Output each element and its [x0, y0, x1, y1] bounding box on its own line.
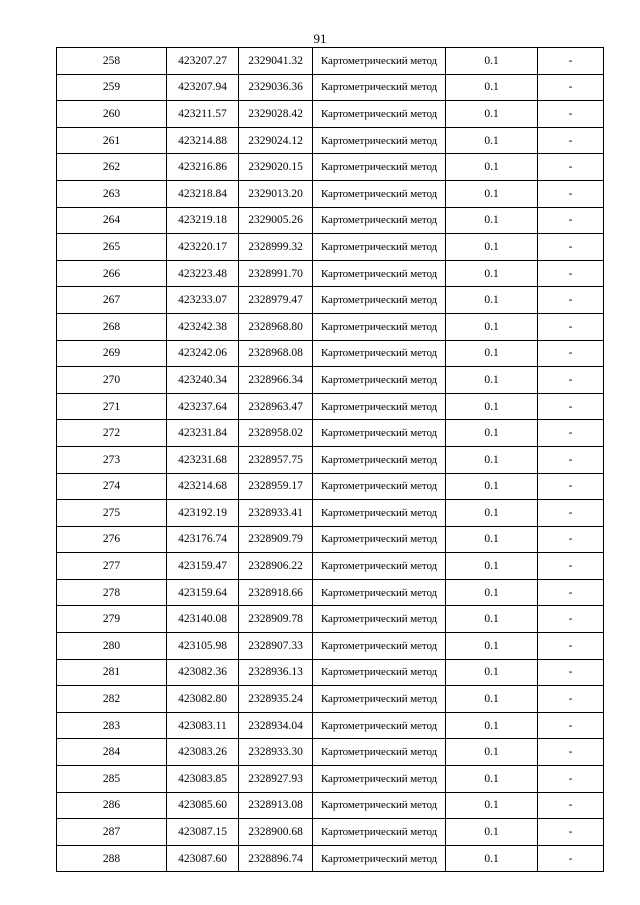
y-coordinate-cell: 2328906.22 — [239, 553, 313, 580]
accuracy-cell: 0.1 — [446, 420, 538, 447]
point-number-cell: 273 — [57, 446, 167, 473]
note-cell: - — [538, 340, 604, 367]
table-row — [57, 367, 604, 394]
x-coordinate-cell: 423219.18 — [167, 207, 239, 234]
table-row — [57, 686, 604, 713]
y-coordinate-cell: 2328927.93 — [239, 766, 313, 793]
note-cell: - — [538, 739, 604, 766]
accuracy-cell: 0.1 — [446, 74, 538, 101]
note-cell: - — [538, 500, 604, 527]
x-coordinate-cell: 423083.11 — [167, 712, 239, 739]
point-number-cell: 282 — [57, 686, 167, 713]
x-coordinate-cell: 423159.64 — [167, 579, 239, 606]
y-coordinate-cell: 2328968.08 — [239, 340, 313, 367]
point-number-cell: 275 — [57, 500, 167, 527]
point-number-cell: 271 — [57, 393, 167, 420]
y-coordinate-cell: 2328979.47 — [239, 287, 313, 314]
x-coordinate-cell: 423082.80 — [167, 686, 239, 713]
coordinates-table — [56, 47, 604, 872]
y-coordinate-cell: 2329020.15 — [239, 154, 313, 181]
accuracy-cell: 0.1 — [446, 739, 538, 766]
point-number-cell: 272 — [57, 420, 167, 447]
note-cell: - — [538, 792, 604, 819]
method-cell: Картометрический метод — [313, 180, 446, 207]
accuracy-cell: 0.1 — [446, 367, 538, 394]
y-coordinate-cell: 2329036.36 — [239, 74, 313, 101]
x-coordinate-cell: 423240.34 — [167, 367, 239, 394]
x-coordinate-cell: 423218.84 — [167, 180, 239, 207]
method-cell: Картометрический метод — [313, 287, 446, 314]
note-cell: - — [538, 686, 604, 713]
x-coordinate-cell: 423216.86 — [167, 154, 239, 181]
y-coordinate-cell: 2329041.32 — [239, 48, 313, 75]
x-coordinate-cell: 423242.38 — [167, 313, 239, 340]
point-number-cell: 279 — [57, 606, 167, 633]
note-cell: - — [538, 579, 604, 606]
table-row — [57, 180, 604, 207]
method-cell: Картометрический метод — [313, 393, 446, 420]
y-coordinate-cell: 2328933.41 — [239, 500, 313, 527]
point-number-cell: 277 — [57, 553, 167, 580]
accuracy-cell: 0.1 — [446, 393, 538, 420]
method-cell: Картометрический метод — [313, 659, 446, 686]
table-row — [57, 393, 604, 420]
method-cell: Картометрический метод — [313, 101, 446, 128]
accuracy-cell: 0.1 — [446, 101, 538, 128]
note-cell: - — [538, 659, 604, 686]
note-cell: - — [538, 766, 604, 793]
table-row — [57, 127, 604, 154]
method-cell: Картометрический метод — [313, 340, 446, 367]
y-coordinate-cell: 2328968.80 — [239, 313, 313, 340]
y-coordinate-cell: 2328918.66 — [239, 579, 313, 606]
note-cell: - — [538, 154, 604, 181]
point-number-cell: 264 — [57, 207, 167, 234]
note-cell: - — [538, 287, 604, 314]
y-coordinate-cell: 2328959.17 — [239, 473, 313, 500]
table-row — [57, 553, 604, 580]
table-row — [57, 234, 604, 261]
method-cell: Картометрический метод — [313, 606, 446, 633]
accuracy-cell: 0.1 — [446, 234, 538, 261]
point-number-cell: 287 — [57, 819, 167, 846]
note-cell: - — [538, 74, 604, 101]
y-coordinate-cell: 2329028.42 — [239, 101, 313, 128]
accuracy-cell: 0.1 — [446, 553, 538, 580]
method-cell: Картометрический метод — [313, 633, 446, 660]
accuracy-cell: 0.1 — [446, 659, 538, 686]
accuracy-cell: 0.1 — [446, 526, 538, 553]
method-cell: Картометрический метод — [313, 526, 446, 553]
accuracy-cell: 0.1 — [446, 48, 538, 75]
note-cell: - — [538, 819, 604, 846]
method-cell: Картометрический метод — [313, 207, 446, 234]
method-cell: Картометрический метод — [313, 127, 446, 154]
accuracy-cell: 0.1 — [446, 579, 538, 606]
method-cell: Картометрический метод — [313, 579, 446, 606]
note-cell: - — [538, 367, 604, 394]
accuracy-cell: 0.1 — [446, 500, 538, 527]
accuracy-cell: 0.1 — [446, 180, 538, 207]
page-number: 91 — [313, 31, 327, 46]
point-number-cell: 261 — [57, 127, 167, 154]
accuracy-cell: 0.1 — [446, 473, 538, 500]
accuracy-cell: 0.1 — [446, 446, 538, 473]
table-row — [57, 340, 604, 367]
table-row — [57, 101, 604, 128]
x-coordinate-cell: 423083.85 — [167, 766, 239, 793]
table-row — [57, 500, 604, 527]
method-cell: Картометрический метод — [313, 234, 446, 261]
x-coordinate-cell: 423231.68 — [167, 446, 239, 473]
y-coordinate-cell: 2329005.26 — [239, 207, 313, 234]
method-cell: Картометрический метод — [313, 446, 446, 473]
method-cell: Картометрический метод — [313, 313, 446, 340]
point-number-cell: 288 — [57, 845, 167, 872]
table-row — [57, 526, 604, 553]
table-row — [57, 606, 604, 633]
y-coordinate-cell: 2328907.33 — [239, 633, 313, 660]
accuracy-cell: 0.1 — [446, 287, 538, 314]
note-cell: - — [538, 712, 604, 739]
note-cell: - — [538, 313, 604, 340]
note-cell: - — [538, 606, 604, 633]
y-coordinate-cell: 2328936.13 — [239, 659, 313, 686]
x-coordinate-cell: 423214.68 — [167, 473, 239, 500]
point-number-cell: 259 — [57, 74, 167, 101]
point-number-cell: 266 — [57, 260, 167, 287]
method-cell: Картометрический метод — [313, 260, 446, 287]
point-number-cell: 278 — [57, 579, 167, 606]
note-cell: - — [538, 633, 604, 660]
y-coordinate-cell: 2329024.12 — [239, 127, 313, 154]
method-cell: Картометрический метод — [313, 766, 446, 793]
y-coordinate-cell: 2328999.32 — [239, 234, 313, 261]
point-number-cell: 262 — [57, 154, 167, 181]
x-coordinate-cell: 423214.88 — [167, 127, 239, 154]
x-coordinate-cell: 423087.15 — [167, 819, 239, 846]
method-cell: Картометрический метод — [313, 74, 446, 101]
accuracy-cell: 0.1 — [446, 207, 538, 234]
x-coordinate-cell: 423083.26 — [167, 739, 239, 766]
note-cell: - — [538, 420, 604, 447]
note-cell: - — [538, 101, 604, 128]
x-coordinate-cell: 423231.84 — [167, 420, 239, 447]
table-row — [57, 766, 604, 793]
note-cell: - — [538, 180, 604, 207]
point-number-cell: 285 — [57, 766, 167, 793]
x-coordinate-cell: 423242.06 — [167, 340, 239, 367]
table-row — [57, 260, 604, 287]
method-cell: Картометрический метод — [313, 712, 446, 739]
method-cell: Картометрический метод — [313, 553, 446, 580]
x-coordinate-cell: 423087.60 — [167, 845, 239, 872]
point-number-cell: 274 — [57, 473, 167, 500]
point-number-cell: 283 — [57, 712, 167, 739]
accuracy-cell: 0.1 — [446, 127, 538, 154]
y-coordinate-cell: 2329013.20 — [239, 180, 313, 207]
y-coordinate-cell: 2328933.30 — [239, 739, 313, 766]
point-number-cell: 281 — [57, 659, 167, 686]
accuracy-cell: 0.1 — [446, 766, 538, 793]
point-number-cell: 280 — [57, 633, 167, 660]
accuracy-cell: 0.1 — [446, 712, 538, 739]
table-row — [57, 287, 604, 314]
method-cell: Картометрический метод — [313, 367, 446, 394]
note-cell: - — [538, 260, 604, 287]
table-row — [57, 579, 604, 606]
y-coordinate-cell: 2328958.02 — [239, 420, 313, 447]
x-coordinate-cell: 423237.64 — [167, 393, 239, 420]
table-row — [57, 792, 604, 819]
y-coordinate-cell: 2328957.75 — [239, 446, 313, 473]
note-cell: - — [538, 845, 604, 872]
x-coordinate-cell: 423207.94 — [167, 74, 239, 101]
x-coordinate-cell: 423176.74 — [167, 526, 239, 553]
table-row — [57, 473, 604, 500]
y-coordinate-cell: 2328909.78 — [239, 606, 313, 633]
table-row — [57, 207, 604, 234]
accuracy-cell: 0.1 — [446, 792, 538, 819]
accuracy-cell: 0.1 — [446, 633, 538, 660]
y-coordinate-cell: 2328900.68 — [239, 819, 313, 846]
x-coordinate-cell: 423085.60 — [167, 792, 239, 819]
x-coordinate-cell: 423211.57 — [167, 101, 239, 128]
table-row — [57, 819, 604, 846]
point-number-cell: 269 — [57, 340, 167, 367]
table-row — [57, 154, 604, 181]
coordinates-table-body — [57, 48, 604, 872]
method-cell: Картометрический метод — [313, 686, 446, 713]
table-row — [57, 74, 604, 101]
table-row — [57, 313, 604, 340]
point-number-cell: 260 — [57, 101, 167, 128]
method-cell: Картометрический метод — [313, 473, 446, 500]
table-row — [57, 48, 604, 75]
note-cell: - — [538, 393, 604, 420]
y-coordinate-cell: 2328934.04 — [239, 712, 313, 739]
accuracy-cell: 0.1 — [446, 340, 538, 367]
method-cell: Картометрический метод — [313, 500, 446, 527]
accuracy-cell: 0.1 — [446, 845, 538, 872]
table-row — [57, 446, 604, 473]
point-number-cell: 267 — [57, 287, 167, 314]
x-coordinate-cell: 423082.36 — [167, 659, 239, 686]
y-coordinate-cell: 2328991.70 — [239, 260, 313, 287]
point-number-cell: 284 — [57, 739, 167, 766]
y-coordinate-cell: 2328896.74 — [239, 845, 313, 872]
note-cell: - — [538, 446, 604, 473]
method-cell: Картометрический метод — [313, 845, 446, 872]
table-row — [57, 739, 604, 766]
note-cell: - — [538, 526, 604, 553]
y-coordinate-cell: 2328913.08 — [239, 792, 313, 819]
note-cell: - — [538, 553, 604, 580]
method-cell: Картометрический метод — [313, 819, 446, 846]
accuracy-cell: 0.1 — [446, 260, 538, 287]
x-coordinate-cell: 423233.07 — [167, 287, 239, 314]
point-number-cell: 276 — [57, 526, 167, 553]
y-coordinate-cell: 2328963.47 — [239, 393, 313, 420]
note-cell: - — [538, 207, 604, 234]
point-number-cell: 268 — [57, 313, 167, 340]
method-cell: Картометрический метод — [313, 739, 446, 766]
y-coordinate-cell: 2328909.79 — [239, 526, 313, 553]
x-coordinate-cell: 423207.27 — [167, 48, 239, 75]
point-number-cell: 265 — [57, 234, 167, 261]
table-row — [57, 845, 604, 872]
x-coordinate-cell: 423140.08 — [167, 606, 239, 633]
method-cell: Картометрический метод — [313, 420, 446, 447]
note-cell: - — [538, 127, 604, 154]
accuracy-cell: 0.1 — [446, 154, 538, 181]
method-cell: Картометрический метод — [313, 48, 446, 75]
note-cell: - — [538, 48, 604, 75]
accuracy-cell: 0.1 — [446, 819, 538, 846]
method-cell: Картометрический метод — [313, 154, 446, 181]
y-coordinate-cell: 2328935.24 — [239, 686, 313, 713]
table-row — [57, 420, 604, 447]
x-coordinate-cell: 423220.17 — [167, 234, 239, 261]
accuracy-cell: 0.1 — [446, 313, 538, 340]
note-cell: - — [538, 473, 604, 500]
note-cell: - — [538, 234, 604, 261]
method-cell: Картометрический метод — [313, 792, 446, 819]
x-coordinate-cell: 423105.98 — [167, 633, 239, 660]
point-number-cell: 286 — [57, 792, 167, 819]
x-coordinate-cell: 423223.48 — [167, 260, 239, 287]
point-number-cell: 263 — [57, 180, 167, 207]
table-row — [57, 659, 604, 686]
y-coordinate-cell: 2328966.34 — [239, 367, 313, 394]
accuracy-cell: 0.1 — [446, 686, 538, 713]
point-number-cell: 270 — [57, 367, 167, 394]
x-coordinate-cell: 423192.19 — [167, 500, 239, 527]
table-row — [57, 633, 604, 660]
accuracy-cell: 0.1 — [446, 606, 538, 633]
table-row — [57, 712, 604, 739]
point-number-cell: 258 — [57, 48, 167, 75]
x-coordinate-cell: 423159.47 — [167, 553, 239, 580]
